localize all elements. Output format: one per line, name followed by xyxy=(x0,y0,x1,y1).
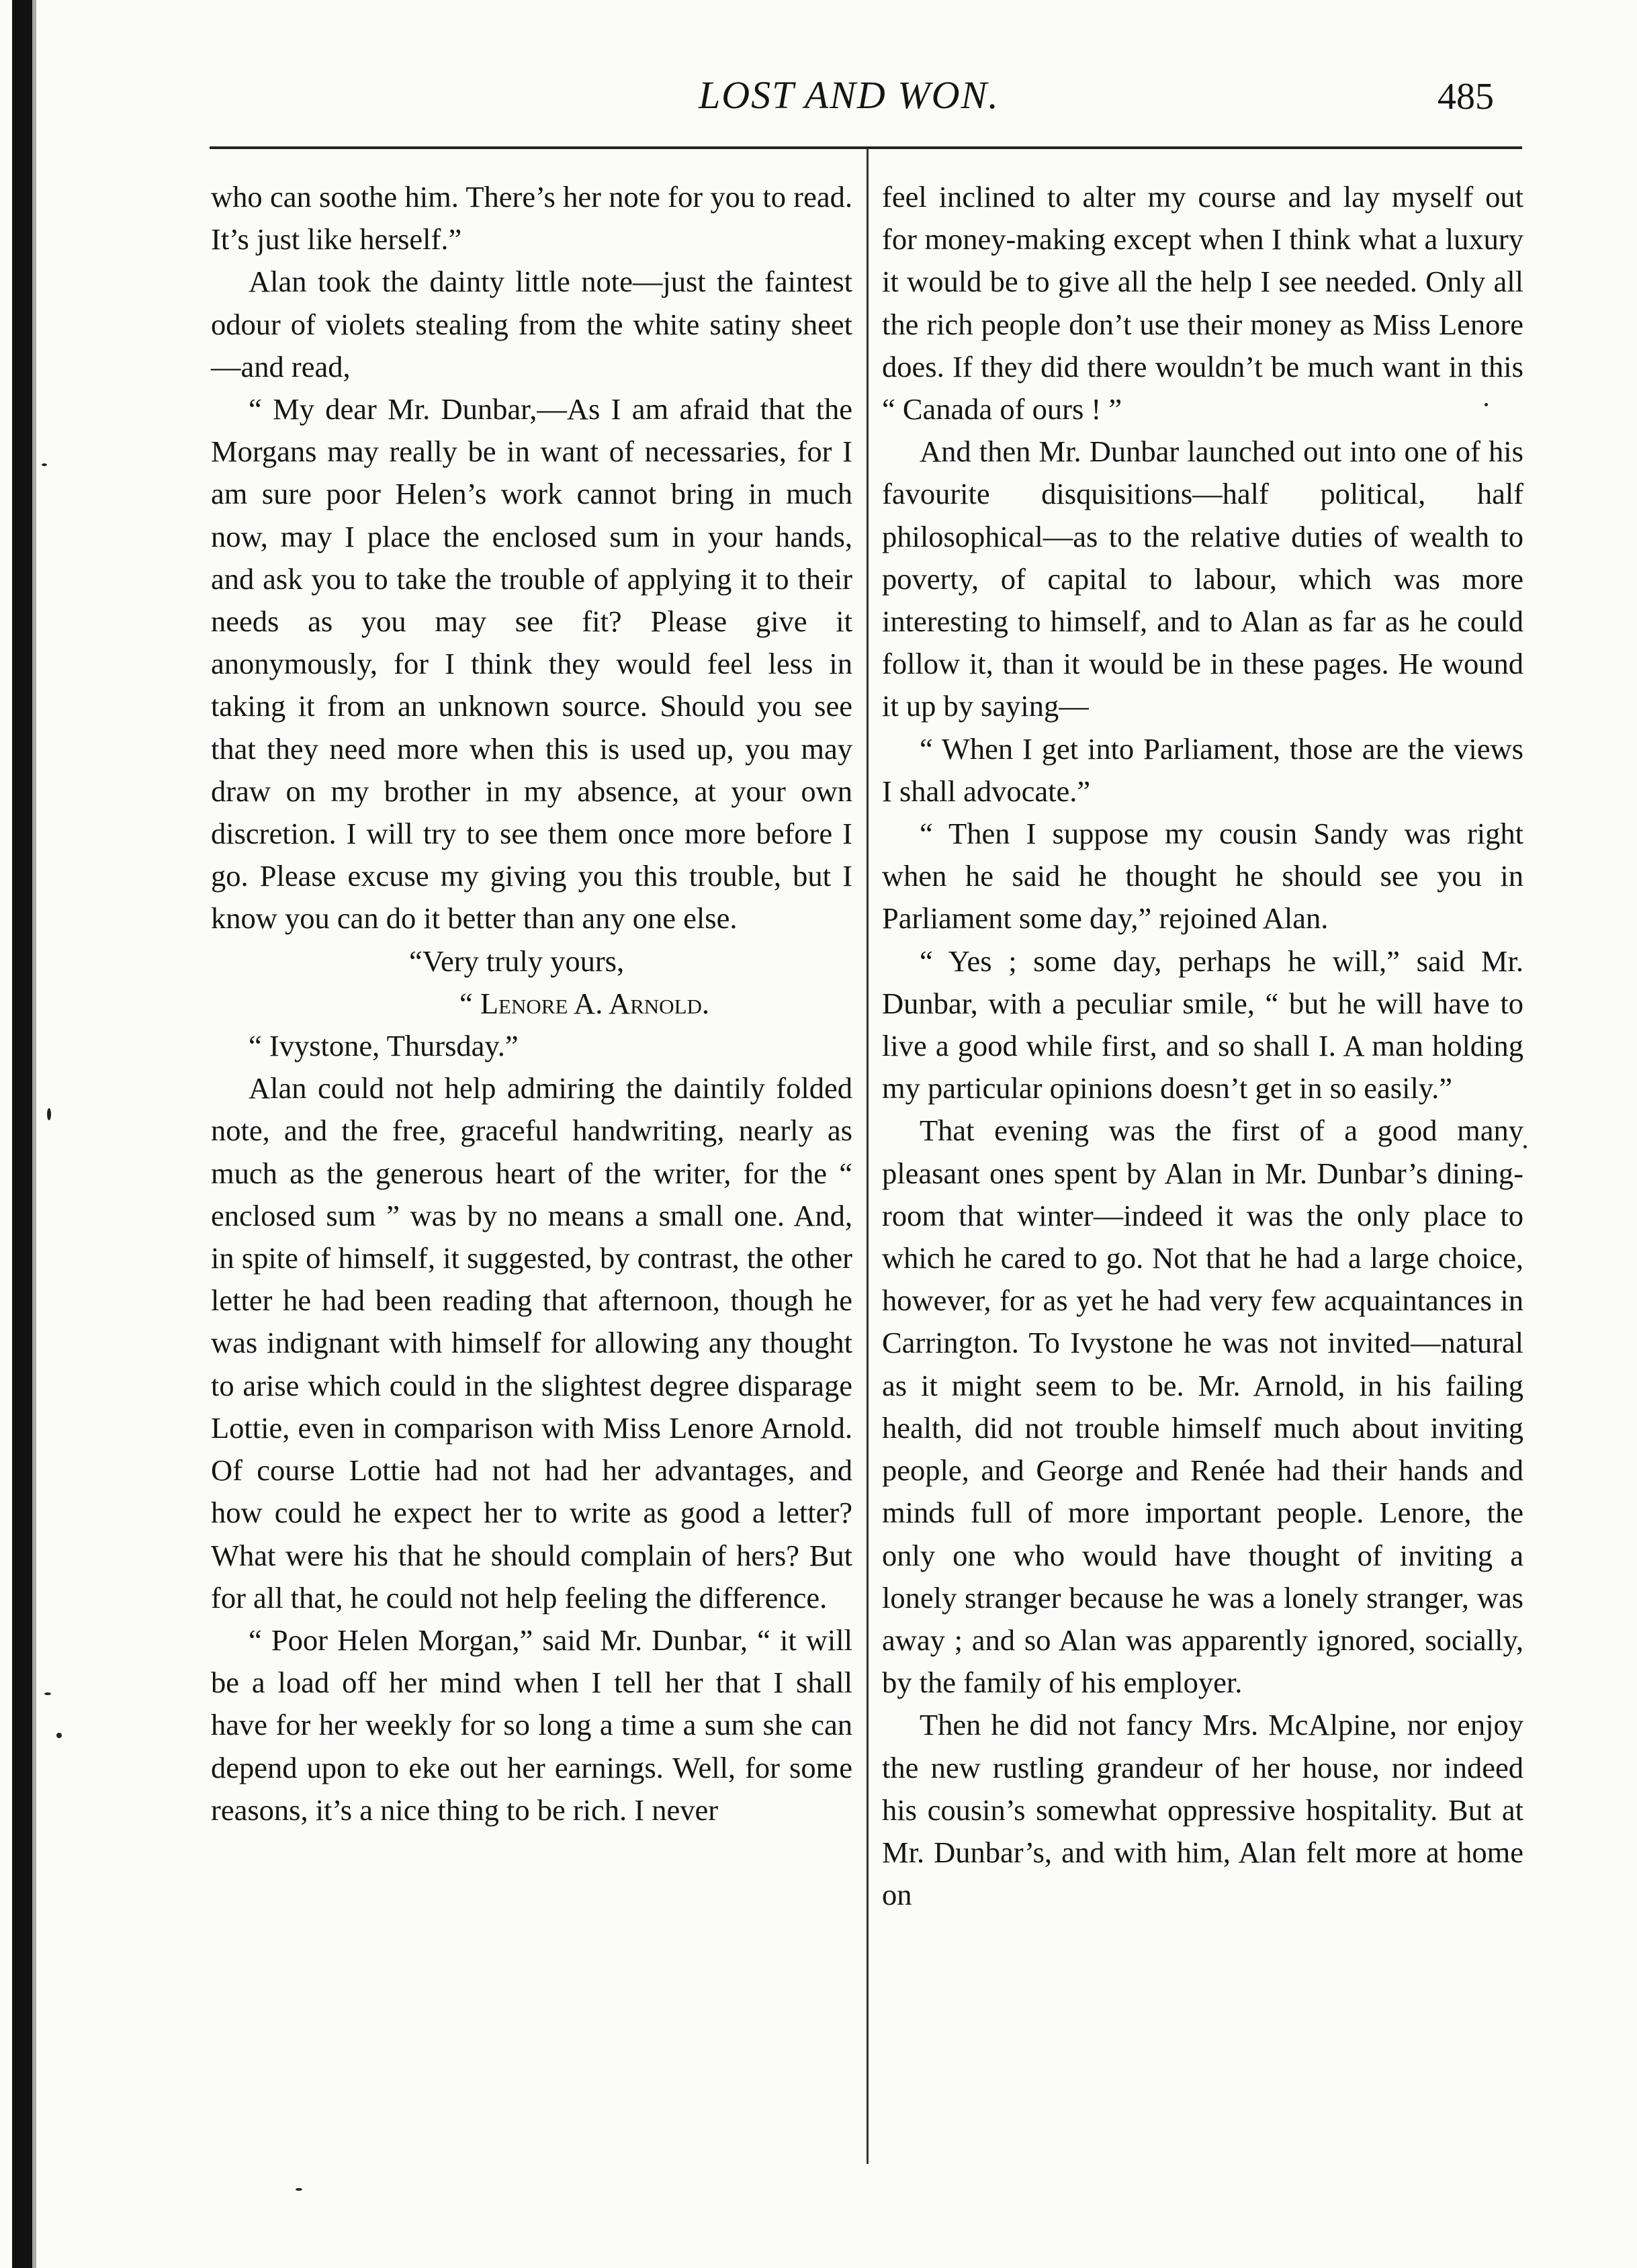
scan-speck xyxy=(296,2188,302,2191)
scan-speck xyxy=(47,1108,51,1120)
scan-speck xyxy=(1523,1145,1527,1148)
paragraph: “ Yes ; some day, perhaps he will,” said Mr. Dunbar, with a peculiar smile, “ but he will have to live a good while first, and so shall I. A man holding my particular opinions doesn’t get in so easily.” xyxy=(882,944,1523,1105)
paragraph: “ Poor Helen Morgan,” said Mr. Dunbar, “ it will be a load off her mind when I tell her that I shall have for her weekly for so long a time a sum she can depend upon to eke out her earnings. Well, for some reasons, it’s a nice thing to be rich. I never xyxy=(211,1623,852,1827)
column-divider xyxy=(867,149,869,2164)
left-column xyxy=(211,176,852,1831)
paragraph: And then Mr. Dunbar launched out into one of his favourite disquisitions—half political, half philosophical—as to the relative duties of wealth to poverty, of capital to labour, which was more interesting to himself, and to Alan as far as he could follow it, than it would be in these pages. He wound it up by saying— xyxy=(882,435,1523,723)
scan-speck xyxy=(56,1733,62,1738)
paragraph: who can soothe him. There’s her note for you to read. It’s just like herself.” xyxy=(211,180,852,257)
paragraph: That evening was the first of a good many pleasant ones spent by Alan in Mr. Dunbar’s dining-room that winter—indeed it was the only place to which he cared to go. Not that he had a large choice, however, for as yet he had very few acquaintances in Carrington. To Ivystone he was not invited—natural as it might seem to be. Mr. Arnold, in his failing health, did not trouble himself much about inviting people, and George and Renée had their hands and minds full of more important people. Lenore, the only one who would have thought of inviting a lonely stranger because he was a lonely stranger, was away ; and so Alan was apparently ignored, socially, by the family of his employer. xyxy=(882,1114,1523,1700)
running-title: LOST AND WON. xyxy=(699,73,1000,117)
paragraph: “ Then I suppose my cousin Sandy was right when he said he thought he should see you in Parliament some day,” rejoined Alan. xyxy=(882,817,1523,936)
letter-body: “ My dear Mr. Dunbar,—As I am afraid that the Morgans may really be in want of necessaries, for I am sure poor Helen’s work cannot bring in much now, may I place the enclosed sum in your hands, and ask you to take the trouble of applying it to their needs as you may see fit? Please give it anonymously, for I think they would feel less in taking it from an unknown source. Should you see that they need more when this is used up, you may draw on my brother in my absence, at your own discretion. I will try to see them once more before I go. Please excuse my giving you this trouble, but I know you can do it better than any one else. xyxy=(211,392,852,936)
scan-speck xyxy=(1485,403,1488,406)
page-number: 485 xyxy=(1437,76,1494,118)
scan-speck xyxy=(42,463,47,466)
letter-signature: “ Lenore A. Arnold. xyxy=(459,986,710,1020)
scan-speck xyxy=(44,1692,51,1695)
paragraph: feel inclined to alter my course and lay myself out for money-making except when I think what a luxury it would be to give all the help I see needed. Only all the rich people don’t use their money as Miss Lenore does. If they did there wouldn’t be much want in this “ Canada of ours ! ” xyxy=(882,180,1523,426)
right-column xyxy=(882,176,1523,1916)
paragraph: Then he did not fancy Mrs. McAlpine, nor enjoy the new rustling grandeur of her house, nor indeed his cousin’s somewhat oppressive hospitality. But at Mr. Dunbar’s, and with him, Alan felt more at home on xyxy=(882,1708,1523,1912)
page-header xyxy=(0,73,1637,126)
book-binding-edge xyxy=(12,0,32,2268)
letter-closing: “Very truly yours, xyxy=(409,944,625,978)
letter-dateline: “ Ivystone, Thursday.” xyxy=(249,1029,519,1063)
binding-shadow xyxy=(32,0,36,2268)
paragraph: Alan took the dainty little note—just the faintest odour of violets stealing from the white satiny sheet—and read, xyxy=(211,265,852,383)
paragraph: Alan could not help admiring the daintily folded note, and the free, graceful handwriting, nearly as much as the generous heart of the writer, for the “ enclosed sum ” was by no means a small one. And, in spite of himself, it suggested, by contrast, the other letter he had been reading that afternoon, though he was indignant with himself for allowing any thought to arise which could in the slightest degree disparage Lottie, even in comparison with Miss Lenore Arnold. Of course Lottie had not had her advantages, and how could he expect her to write as good a letter? What were his that he should complain of hers? But for all that, he could not help feeling the difference. xyxy=(211,1071,852,1615)
paragraph: “ When I get into Parliament, those are the views I shall advocate.” xyxy=(882,731,1523,808)
header-rule xyxy=(210,146,1522,149)
